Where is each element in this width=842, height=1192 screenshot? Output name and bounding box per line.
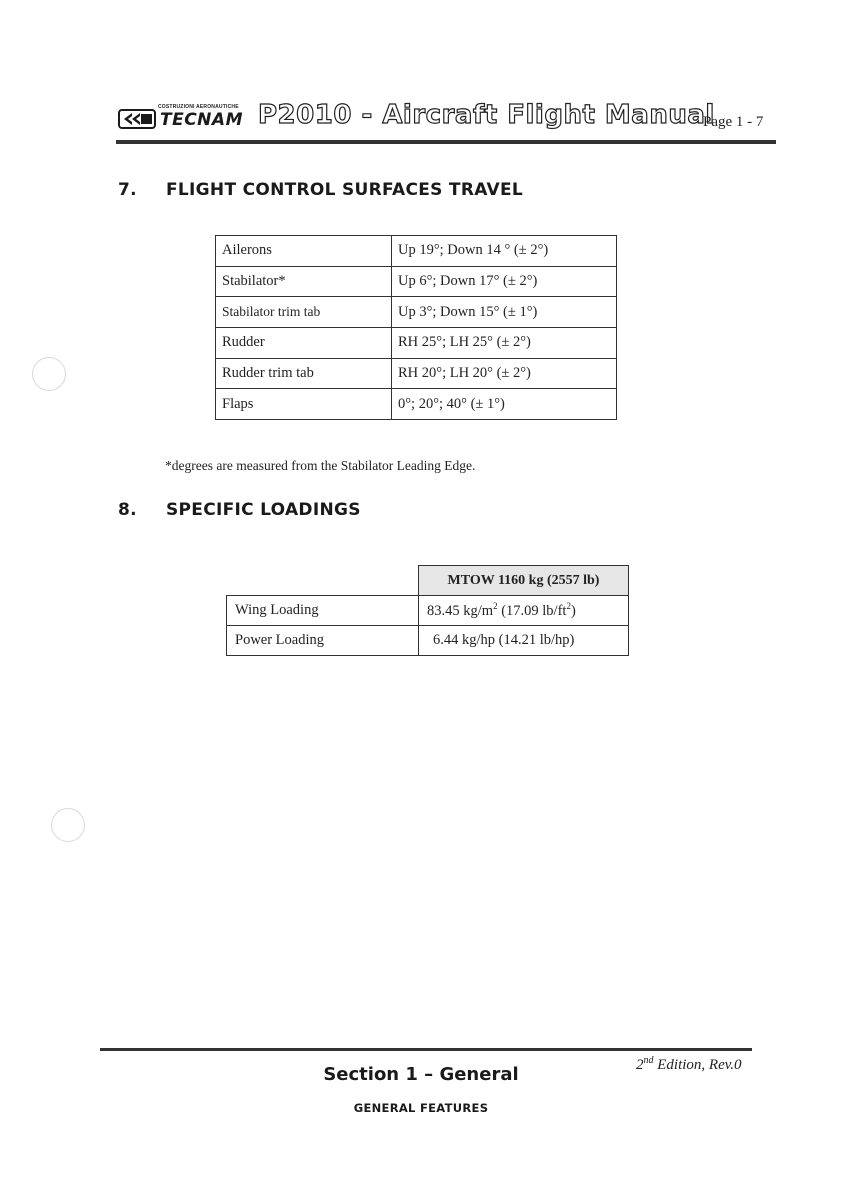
punch-hole [51, 808, 85, 842]
footer-subtitle: GENERAL FEATURES [353, 1101, 489, 1115]
travel-cell: RH 20°; LH 20° (± 2°) [392, 358, 617, 389]
page-number: Page 1 - 7 [703, 114, 764, 130]
control-surfaces-travel-table [215, 235, 617, 420]
section-7-number: 7. [118, 180, 137, 200]
surface-cell: Rudder [216, 328, 392, 359]
section-7-title: FLIGHT CONTROL SURFACES TRAVEL [166, 180, 524, 200]
travel-cell: Up 3°; Down 15° (± 1°) [392, 297, 617, 328]
table-header-row [227, 566, 629, 596]
manual-title: P2010 - Aircraft Flight Manual [258, 100, 715, 130]
surface-cell: Ailerons [216, 236, 392, 267]
stabilator-footnote: *degrees are measured from the Stabilator Leading Edge. [165, 458, 476, 473]
surface-cell: Stabilator trim tab [216, 297, 392, 328]
loading-label-cell: Wing Loading [227, 596, 419, 626]
tecnam-logo-mark-icon [118, 109, 156, 129]
edition-text: Edition, Rev.0 [653, 1057, 742, 1073]
empty-header-cell [227, 566, 419, 596]
travel-cell: Up 19°; Down 14 ° (± 2°) [392, 236, 617, 267]
loading-label-cell: Power Loading [227, 626, 419, 656]
superscript: 2 [566, 601, 571, 612]
edition-ordinal: nd [643, 1055, 654, 1066]
mtow-header: MTOW 1160 kg (2557 lb) [419, 566, 629, 596]
edition-number: 2 [636, 1057, 644, 1073]
footer-rule [100, 1048, 752, 1051]
table-row [216, 328, 617, 359]
tecnam-logo [118, 104, 243, 132]
header-rule [116, 140, 776, 144]
logo-text: TECNAM [160, 110, 243, 130]
table-row [227, 596, 629, 626]
section-8-heading [118, 500, 361, 520]
table-row [216, 358, 617, 389]
table-row [216, 266, 617, 297]
table-row [216, 389, 617, 420]
specific-loadings-table [226, 565, 629, 656]
footer-section-title: Section 1 – General [323, 1064, 519, 1085]
table-row [227, 626, 629, 656]
loading-value-cell [419, 596, 629, 626]
section-7-heading [118, 180, 523, 200]
wing-loading-imperial: (17.09 lb/ft [497, 602, 567, 619]
loading-value-cell: 6.44 kg/hp (14.21 lb/hp) [419, 626, 629, 656]
wing-loading-value: 83.45 kg/m [427, 602, 494, 619]
surface-cell: Rudder trim tab [216, 358, 392, 389]
punch-hole [32, 357, 66, 391]
table-row [216, 236, 617, 267]
travel-cell: Up 6°; Down 17° (± 2°) [392, 266, 617, 297]
travel-cell: RH 25°; LH 25° (± 2°) [392, 328, 617, 359]
section-8-title: SPECIFIC LOADINGS [166, 500, 361, 520]
surface-cell: Stabilator* [216, 266, 392, 297]
travel-cell: 0°; 20°; 40° (± 1°) [392, 389, 617, 420]
section-8-number: 8. [118, 500, 137, 520]
table-row [216, 297, 617, 328]
superscript: 2 [493, 601, 498, 612]
logo-small-text: COSTRUZIONI AERONAUTICHE [158, 104, 239, 110]
surface-cell: Flaps [216, 389, 392, 420]
closing-paren: ) [570, 602, 576, 619]
